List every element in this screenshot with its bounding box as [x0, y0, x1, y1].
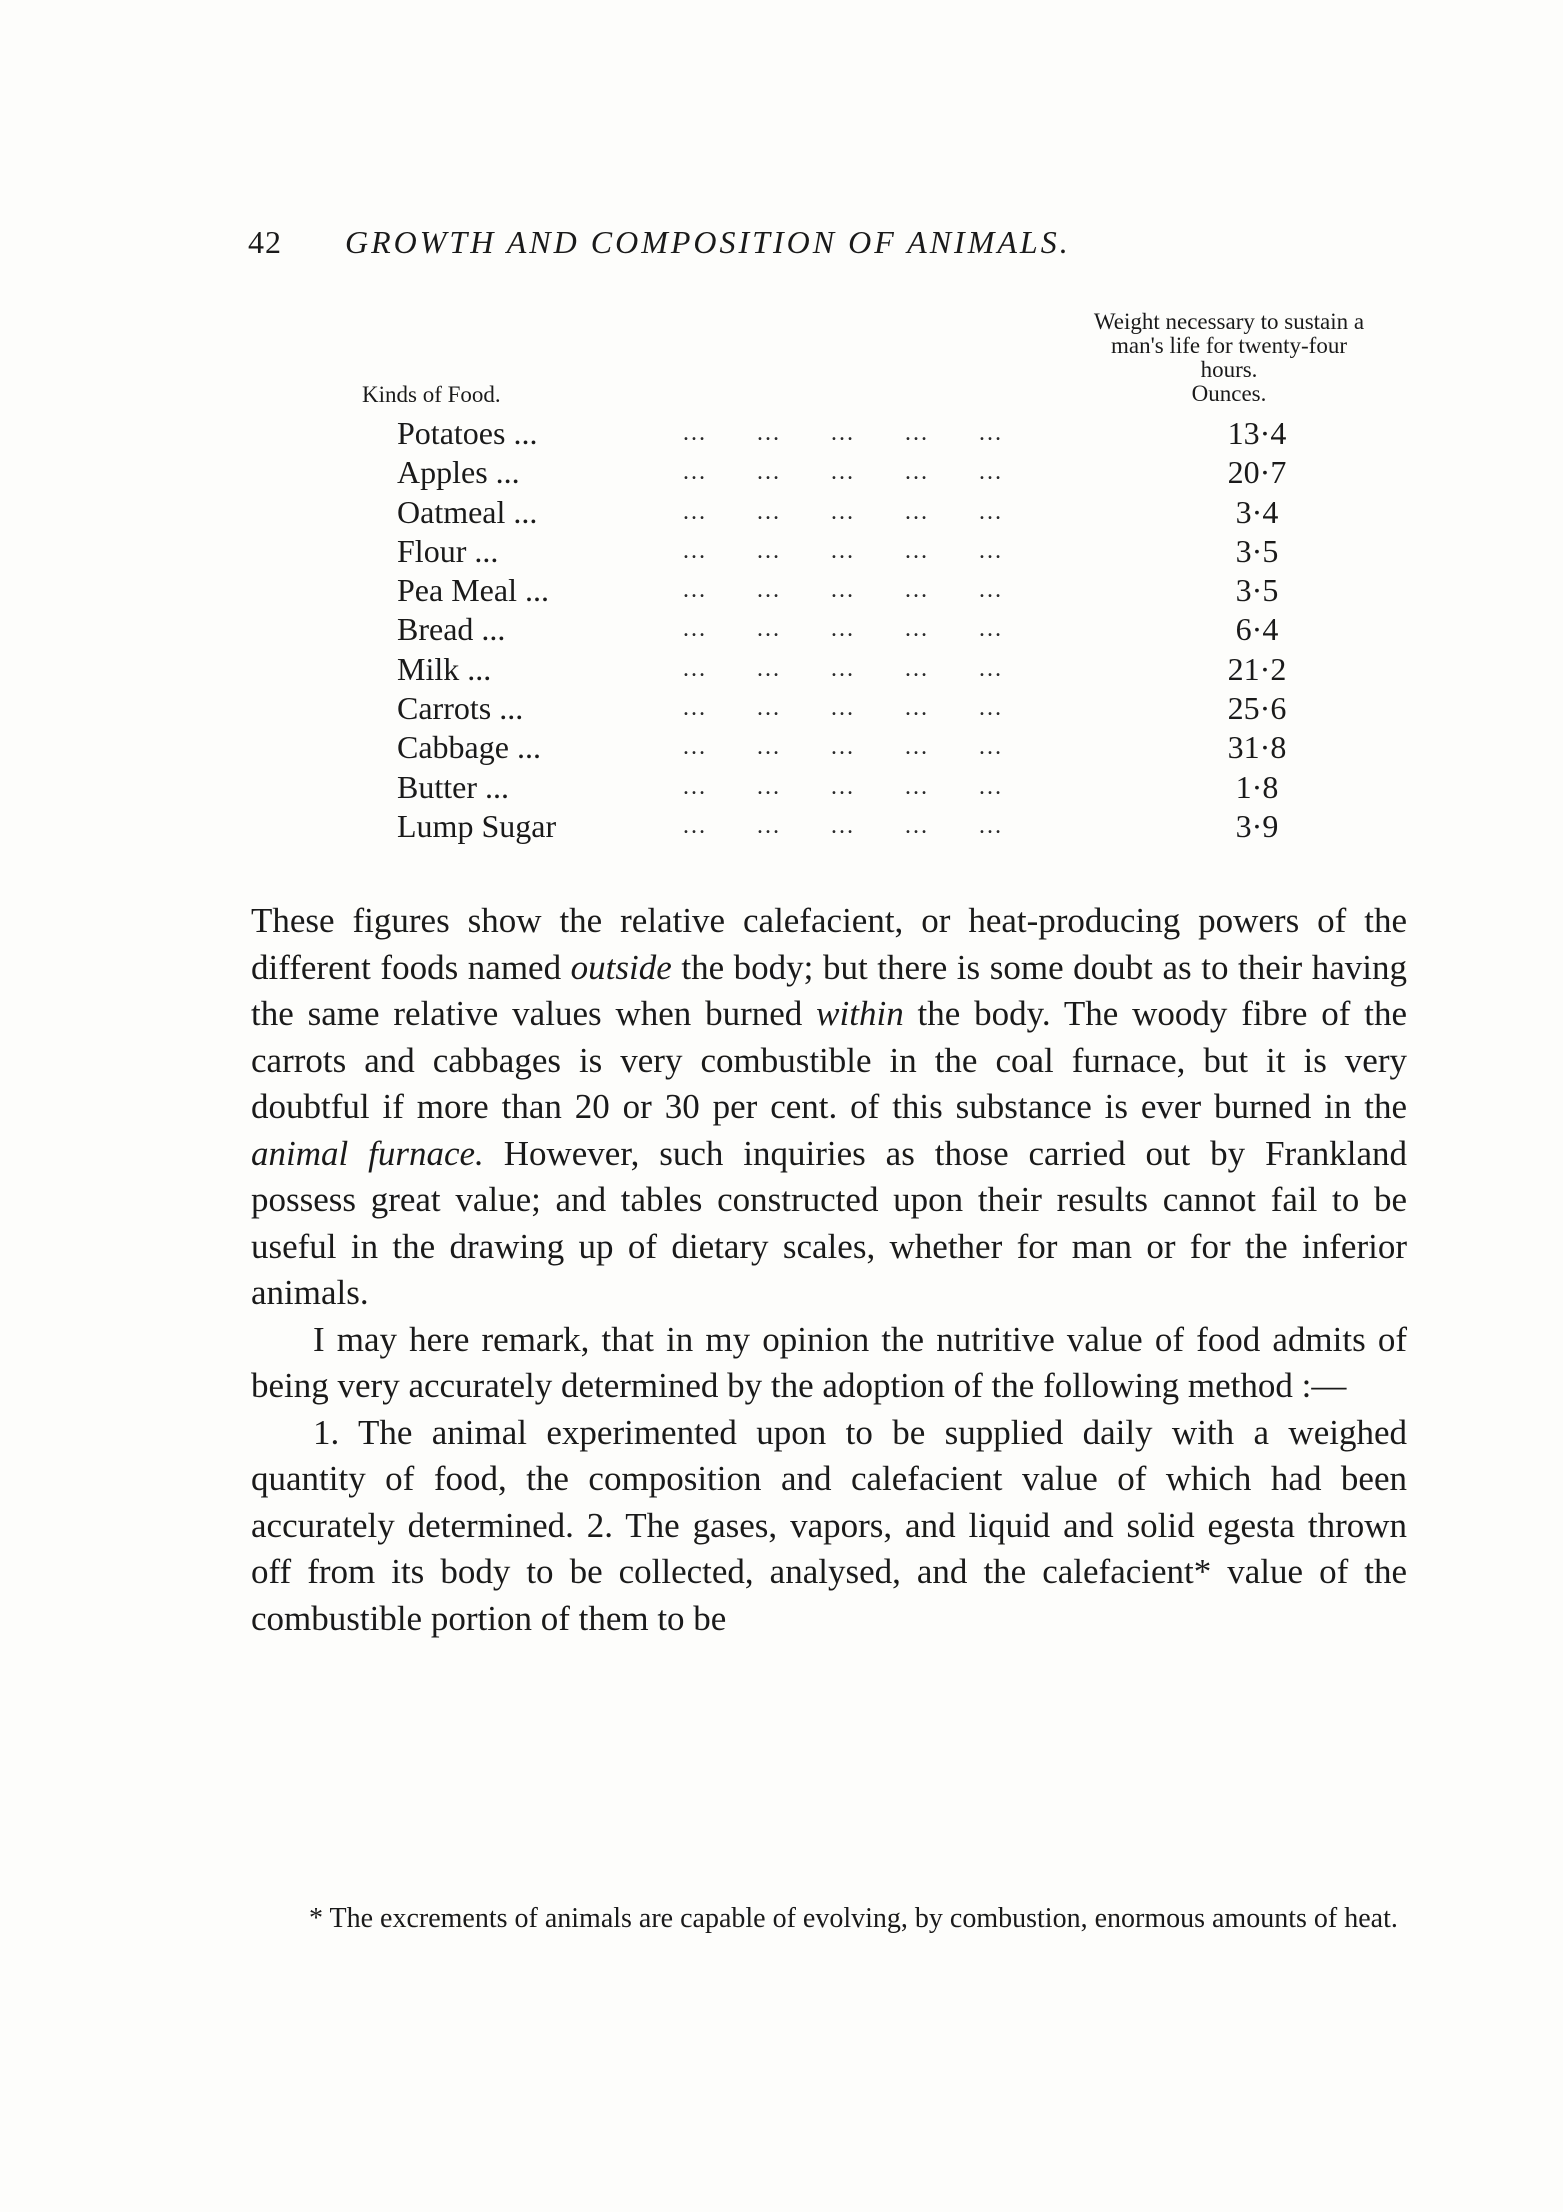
- footnote: [251, 1900, 1407, 1937]
- food-name: Oatmeal ...: [397, 493, 538, 530]
- emphasis-animal-furnace: animal furnace.: [251, 1133, 484, 1173]
- text-run: the body; but there is some doubt as to their having the same relative values when burned: [251, 947, 1407, 1033]
- leader-dots: … … … … …: [682, 420, 1004, 446]
- ounces-value: 13·4: [1227, 415, 1287, 451]
- text-run: These figures show the relative calefacient, or heat-producing powers of the different foods named: [251, 901, 1407, 987]
- ounces-value: 3·4: [1235, 493, 1279, 530]
- food-name: Potatoes ...: [397, 415, 538, 451]
- running-title: GROWTH AND COMPOSITION OF ANIMALS.: [345, 224, 1071, 260]
- leader-dots: … … … … …: [682, 498, 1004, 525]
- ounces-value: 3·9: [1235, 807, 1279, 844]
- leader-dots: … … … … …: [682, 577, 1004, 604]
- unit-label: Ounces.: [1191, 381, 1267, 406]
- column-header: [1084, 310, 1374, 406]
- column-header-text: Weight necessary to sustain a man's life for twenty-four hours.: [1093, 309, 1365, 382]
- text-run: However, such inquiries as those carried out by Frankland possess great value; and tables constructed upon their results cannot fail to be useful in the drawing up of dietary scales, whether for man or for the inferior animals.: [251, 1133, 1407, 1312]
- food-name: Pea Meal ...: [397, 572, 549, 609]
- text-run: the body. The woody fibre of the carrots and cabbages is very combustible in the coal furnace, but it is very doubtful if more than 20 or 30 per cent. of this substance is ever burned in the: [251, 994, 1407, 1126]
- leader-dots: … … … … …: [682, 812, 1004, 839]
- page-number: 42: [248, 224, 282, 260]
- food-name: Cabbage ...: [397, 729, 541, 766]
- ounces-value: 6·4: [1235, 611, 1279, 648]
- paragraph-steps: 1. The animal experimented upon to be supplied daily with a weighed quantity of food, the composition and calefacient value of which had been accurately determined. 2. The gases, vapors, and liquid and solid egesta thrown off from its body to be collected, analysed, and the calefacient* value of the combustible portion of them to be: [251, 1412, 1407, 1638]
- ounces-value: 3·5: [1235, 532, 1279, 569]
- ounces-value: 31·8: [1227, 729, 1287, 766]
- kinds-of-food-header: Kinds of Food.: [362, 382, 501, 407]
- paragraph-calefacient: [251, 898, 1407, 1317]
- ounces-value: 20·7: [1227, 454, 1287, 491]
- paragraph-method: I may here remark, that in my opinion the nutritive value of food admits of being very accurately determined by the adoption of the following method :—: [251, 1319, 1407, 1405]
- leader-dots: … … … … …: [682, 695, 1004, 722]
- leader-dots: … … … … …: [682, 655, 1004, 682]
- leader-dots: … … … … …: [682, 734, 1004, 761]
- food-name: Butter ...: [397, 768, 509, 805]
- ounces-value: 21·2: [1227, 650, 1287, 687]
- leader-dots: … … … … …: [682, 616, 1004, 643]
- emphasis-outside: outside: [570, 947, 672, 987]
- food-name: Bread ...: [397, 611, 506, 648]
- food-name: Lump Sugar: [397, 807, 557, 844]
- running-header: [248, 224, 1071, 261]
- food-name: Flour ...: [397, 532, 499, 569]
- ounces-value: 25·6: [1227, 690, 1287, 727]
- food-name: Milk ...: [397, 650, 492, 687]
- footnote-text: * The excrements of animals are capable of evolving, by combustion, enormous amounts of heat.: [309, 1903, 1398, 1934]
- leader-dots: … … … … …: [682, 459, 1004, 486]
- food-name: Carrots ...: [397, 690, 524, 727]
- leader-dots: … … … … …: [682, 773, 1004, 800]
- ounces-value: 3·5: [1235, 572, 1279, 609]
- ounces-value: 1·8: [1235, 768, 1279, 805]
- leader-dots: … … … … …: [682, 537, 1004, 564]
- body-text: [251, 898, 1407, 1642]
- food-name: Apples ...: [397, 454, 520, 491]
- emphasis-within: within: [816, 994, 904, 1033]
